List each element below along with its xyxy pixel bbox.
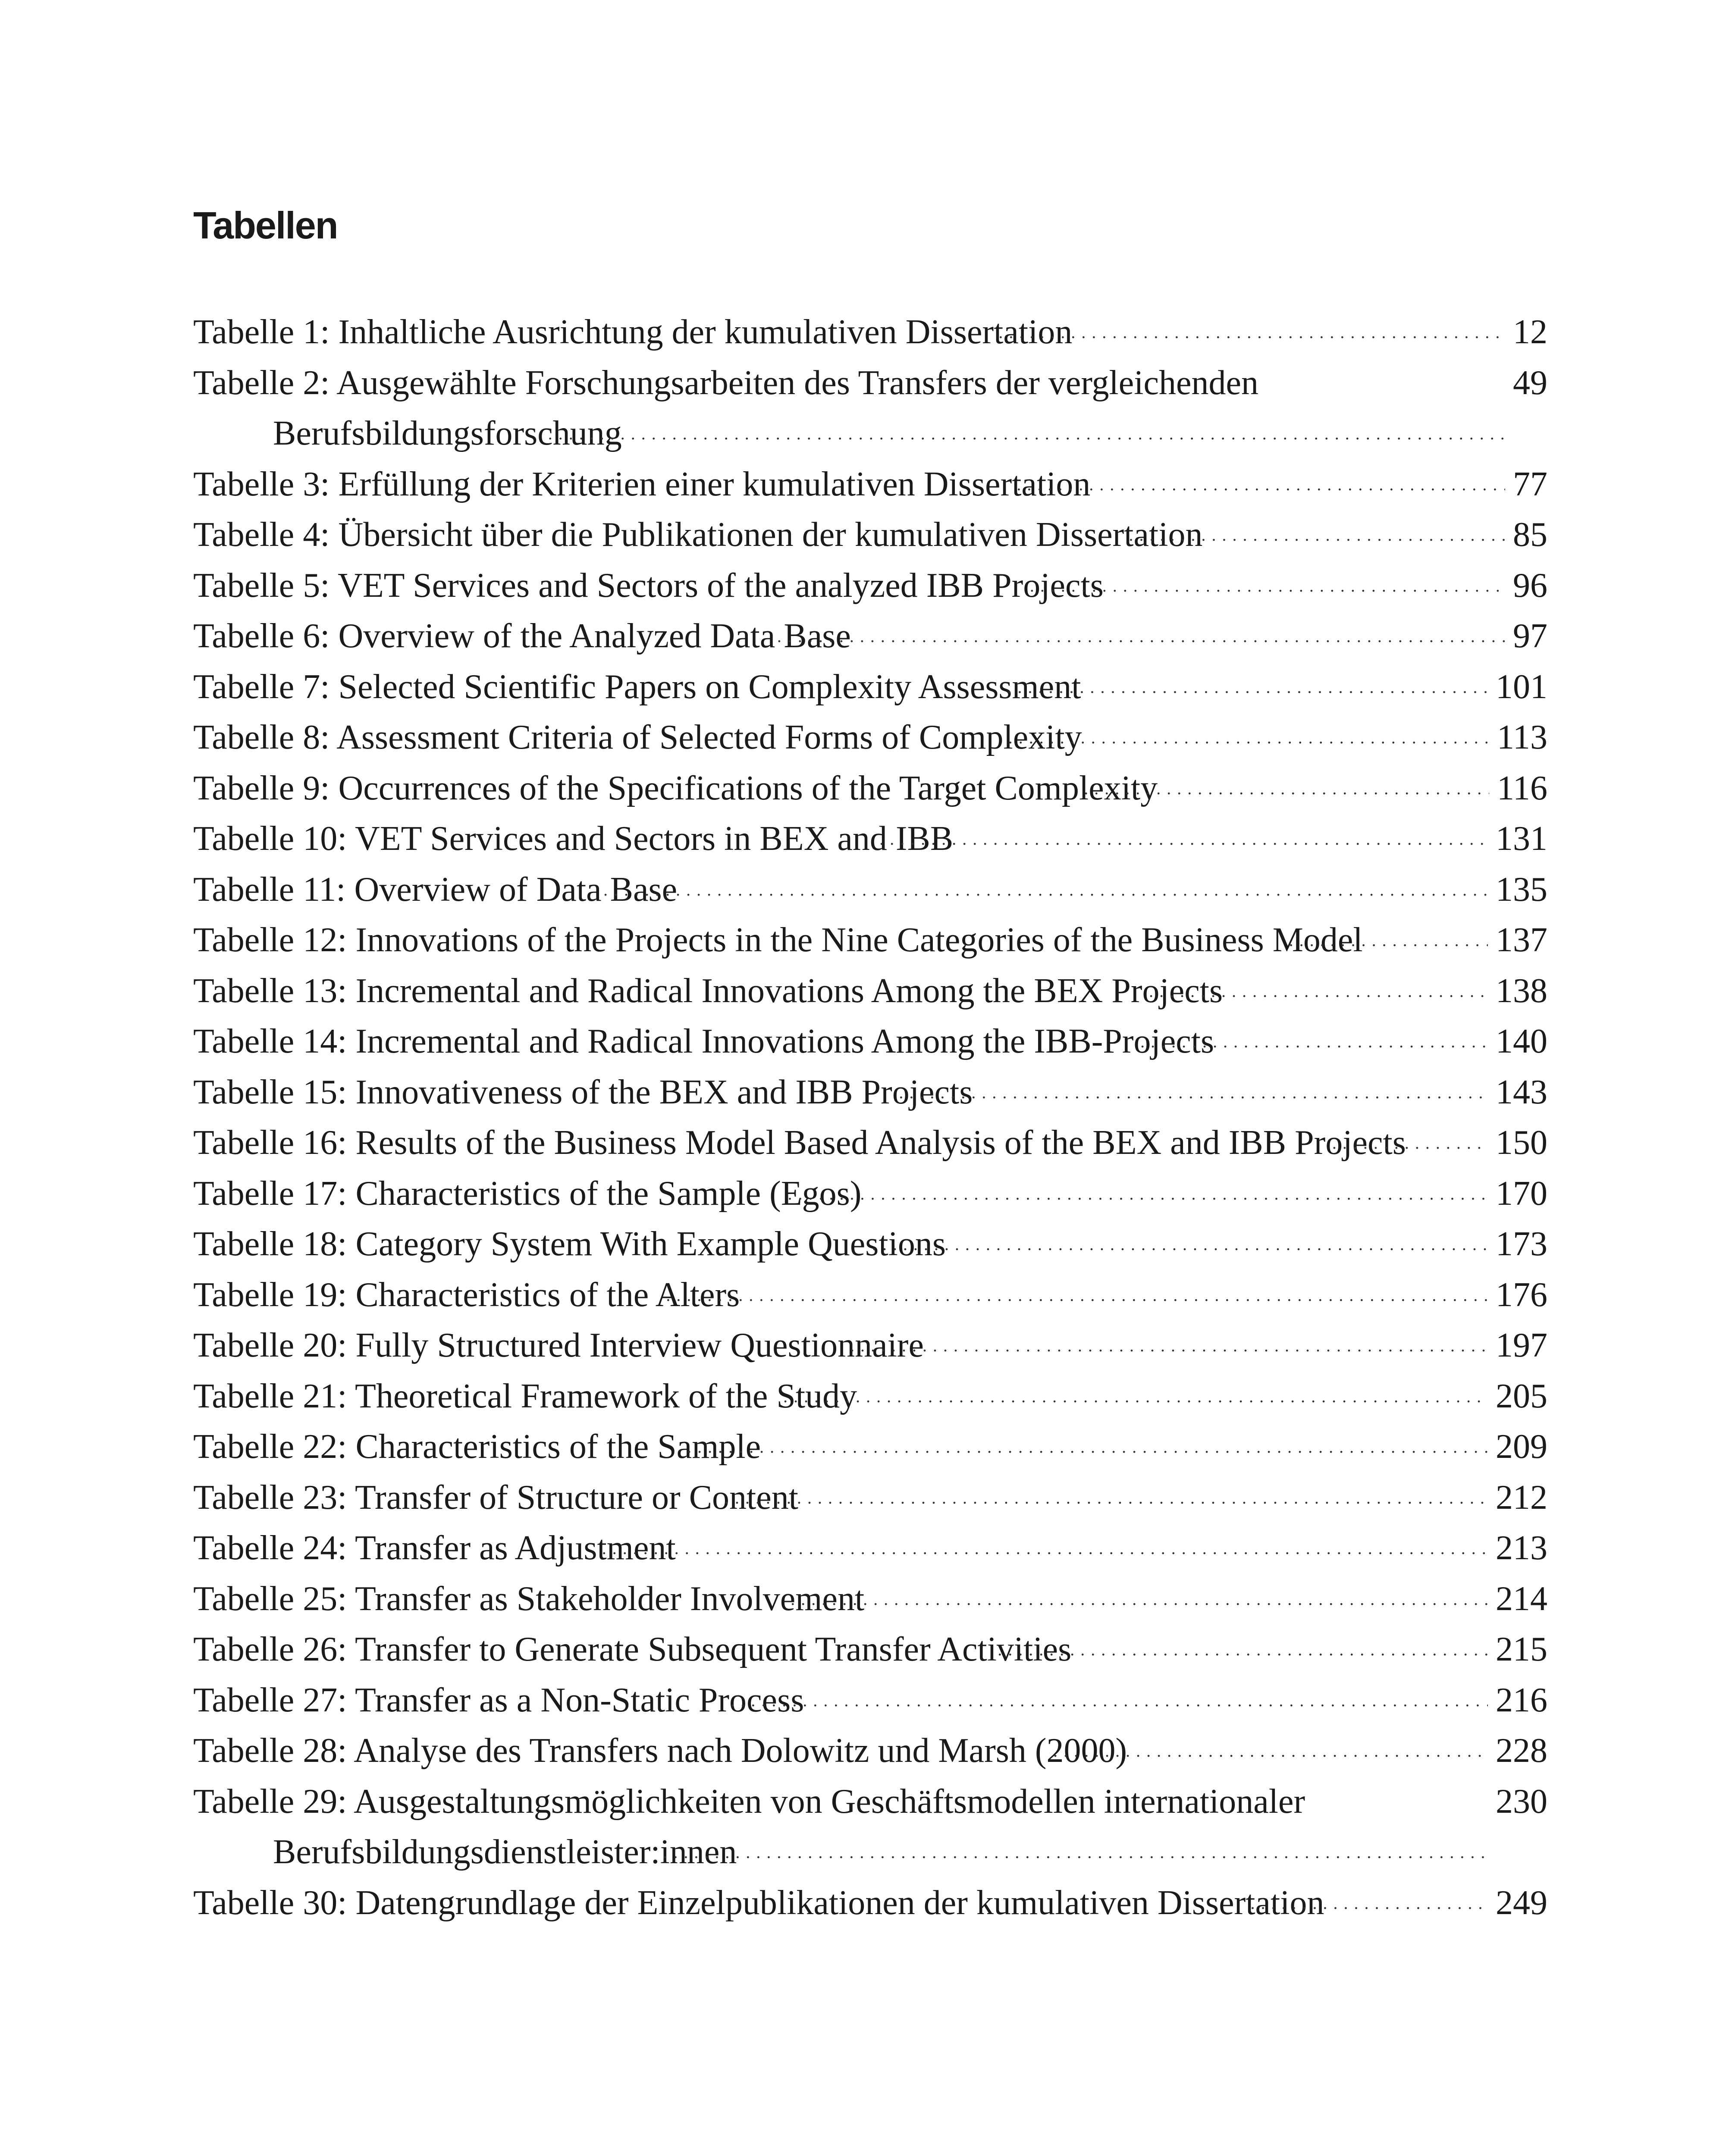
toc-entry-page-number: 228 [1488,1726,1547,1777]
toc-entry-text [193,662,1488,713]
toc-entry[interactable] [193,561,1547,611]
toc-entry-title: Tabelle 24: Transfer as Adjustment . . . [193,1529,676,1567]
toc-entry-text [193,1624,1488,1675]
toc-entry-title: Tabelle 28: Analyse des Transfers nach Dolowitz und Marsh (2000) . . . [193,1732,1127,1770]
toc-entry-title: Tabelle 26: Transfer to Generate Subsequent Transfer Activities . . . [193,1630,1071,1668]
toc-entry-page-number: 137 [1488,915,1547,966]
toc-entry-title: Tabelle 1: Inhaltliche Ausrichtung der kumulativen Dissertation . . . [193,313,1072,351]
toc-entry-page-number: 205 [1488,1371,1547,1422]
toc-entry-text [193,358,1505,459]
toc-entry-title: Tabelle 23: Transfer of Structure or Content . . . [193,1479,798,1517]
toc-entry[interactable] [193,611,1547,662]
toc-entry-text [193,1574,1488,1625]
toc-entry[interactable] [193,915,1547,966]
toc-entry-text [193,1675,1488,1726]
toc-entry-text [193,915,1488,966]
toc-entry-title: Tabelle 11: Overview of Data Base . . . [193,871,677,909]
toc-entry[interactable] [193,1777,1547,1878]
toc-entry-text [193,510,1505,561]
toc-entry-page-number: 212 [1488,1473,1547,1523]
toc-entry-text [193,611,1505,662]
toc-entry-title: Tabelle 7: Selected Scientific Papers on Complexity Assessment . . . [193,668,1081,706]
toc-entry-page-number: 96 [1505,561,1547,611]
toc-entry-title: Tabelle 17: Characteristics of the Sample (Egos) . . . [193,1175,861,1213]
toc-entry-page-number: 97 [1505,611,1547,662]
toc-entry[interactable] [193,763,1547,814]
toc-entry-title: Tabelle 18: Category System With Example Questions . . . [193,1225,946,1263]
toc-entry[interactable] [193,1169,1547,1219]
toc-entry-text [193,1169,1488,1219]
toc-entry-title: Tabelle 30: Datengrundlage der Einzelpublikationen der kumulativen Dissertation . . . [193,1884,1324,1922]
toc-entry-text [193,1371,1488,1422]
toc-entry-page-number: 131 [1488,814,1547,865]
toc-entry-title: Tabelle 19: Characteristics of the Alters . . . [193,1276,740,1314]
toc-entry[interactable] [193,1118,1547,1169]
toc-entry[interactable] [193,1523,1547,1574]
toc-entry[interactable] [193,1675,1547,1726]
toc-entry-title: Tabelle 25: Transfer as Stakeholder Involvement . . . [193,1580,864,1618]
toc-entry-text [193,459,1505,510]
toc-entry-text [193,1016,1488,1067]
toc-entry-title: Tabelle 27: Transfer as a Non-Static Process . . . [193,1681,804,1719]
toc-entry-title: Tabelle 22: Characteristics of the Sample . . . [193,1428,761,1466]
toc-entry-title: Tabelle 8: Assessment Criteria of Selected Forms of Complexity . . . [193,718,1082,756]
toc-entry-page-number: 138 [1488,966,1547,1017]
toc-entry[interactable] [193,459,1547,510]
toc-entry-title: Tabelle 12: Innovations of the Projects in the Nine Categories of the Business Model . . . [193,921,1363,959]
toc-entry-text [193,763,1489,814]
toc-entry-page-number: 85 [1505,510,1547,561]
toc-entry-text [193,1777,1488,1878]
toc-entry-page-number: 214 [1488,1574,1547,1625]
toc-entry[interactable] [193,358,1547,459]
toc-entry-page-number: 113 [1489,712,1547,763]
page-title: Tabellen [193,204,338,247]
toc-entry[interactable] [193,510,1547,561]
toc-entry-title: Tabelle 20: Fully Structured Interview Questionnaire . . . [193,1326,924,1364]
toc-entry-title: Tabelle 4: Übersicht über die Publikationen der kumulativen Dissertation . . . [193,516,1202,554]
toc-entry-page-number: 140 [1488,1016,1547,1067]
toc-entry[interactable] [193,814,1547,865]
toc-entry-title: Tabelle 9: Occurrences of the Specifications of the Target Complexity . . . [193,769,1158,807]
toc-entry-page-number: 249 [1488,1878,1547,1929]
toc-entry-title: Tabelle 2: Ausgewählte Forschungsarbeiten des Transfers der vergleichenden Berufsbildungsforschung . . . [193,364,1258,453]
toc-entry-text [193,1118,1488,1169]
toc-entry-page-number: 173 [1488,1219,1547,1270]
toc-entry[interactable] [193,662,1547,713]
toc-entry-page-number: 216 [1488,1675,1547,1726]
toc-entry-title: Tabelle 10: VET Services and Sectors in BEX and IBB . . . [193,820,953,858]
toc-entry-page-number: 143 [1488,1067,1547,1118]
toc-entry-page-number: 116 [1489,763,1547,814]
toc-entry-text [193,1473,1488,1523]
toc-entry[interactable] [193,966,1547,1017]
toc-entry-title: Tabelle 3: Erfüllung der Kriterien einer kumulativen Dissertation . . . [193,465,1090,503]
toc-entry-page-number: 209 [1488,1422,1547,1473]
toc-entry-text [193,307,1505,358]
toc-entry-text [193,814,1488,865]
toc-entry[interactable] [193,1067,1547,1118]
toc-entry-title: Tabelle 6: Overview of the Analyzed Data Base . . . [193,617,851,655]
toc-entry-text [193,1219,1488,1270]
toc-entry-text [193,1320,1488,1371]
toc-entry-text [193,1067,1488,1118]
toc-entry-title: Tabelle 21: Theoretical Framework of the Study . . . [193,1377,857,1415]
toc-entry-page-number: 215 [1488,1624,1547,1675]
toc-entry-page-number: 12 [1505,307,1547,358]
toc-entry-page-number: 150 [1488,1118,1547,1169]
toc-entry[interactable] [193,1878,1547,1929]
toc-entry[interactable] [193,1219,1547,1270]
toc-entry-page-number: 170 [1488,1169,1547,1219]
toc-entry-page-number: 101 [1488,662,1547,713]
toc-entry[interactable] [193,1473,1547,1523]
toc-entry-page-number: 230 [1488,1777,1547,1827]
toc-entry-page-number: 197 [1488,1320,1547,1371]
toc-entry[interactable] [193,1726,1547,1777]
toc-entry[interactable] [193,1270,1547,1321]
toc-entry[interactable] [193,1371,1547,1422]
toc-entry-title: Tabelle 5: VET Services and Sectors of the analyzed IBB Projects . . . [193,567,1104,605]
toc-entry-page-number: 77 [1505,459,1547,510]
toc-entry[interactable] [193,712,1547,763]
toc-entry-text [193,1726,1488,1777]
toc-entry-title: Tabelle 29: Ausgestaltungsmöglichkeiten von Geschäftsmodellen internationaler Berufsbildungsdienstleister:innen . . . [193,1783,1305,1871]
toc-entry-title: Tabelle 14: Incremental and Radical Innovations Among the IBB-Projects . . . [193,1022,1214,1060]
toc-entry-text [193,561,1505,611]
toc-entry-text [193,1523,1488,1574]
toc-entry-title: Tabelle 15: Innovativeness of the BEX and IBB Projects . . . [193,1073,973,1111]
toc-entry-text [193,712,1489,763]
toc-entry-text [193,966,1488,1017]
toc-entry-page-number: 176 [1488,1270,1547,1321]
toc-entry-page-number: 213 [1488,1523,1547,1574]
toc-entry[interactable] [193,1422,1547,1473]
toc-entry[interactable] [193,1624,1547,1675]
toc-entry-text [193,865,1488,915]
toc-entry-title: Tabelle 13: Incremental and Radical Innovations Among the BEX Projects . . . [193,972,1223,1010]
toc-entry-text [193,1422,1488,1473]
toc-entry-title: Tabelle 16: Results of the Business Model Based Analysis of the BEX and IBB Projects . . . [193,1124,1406,1162]
toc-entry-text [193,1878,1488,1929]
toc-entry-page-number: 135 [1488,865,1547,915]
table-list [193,307,1547,1928]
toc-entry[interactable] [193,307,1547,358]
toc-entry-page-number: 49 [1505,358,1547,409]
toc-entry-text [193,1270,1488,1321]
toc-entry[interactable] [193,1320,1547,1371]
toc-entry[interactable] [193,865,1547,915]
toc-entry[interactable] [193,1574,1547,1625]
toc-entry[interactable] [193,1016,1547,1067]
